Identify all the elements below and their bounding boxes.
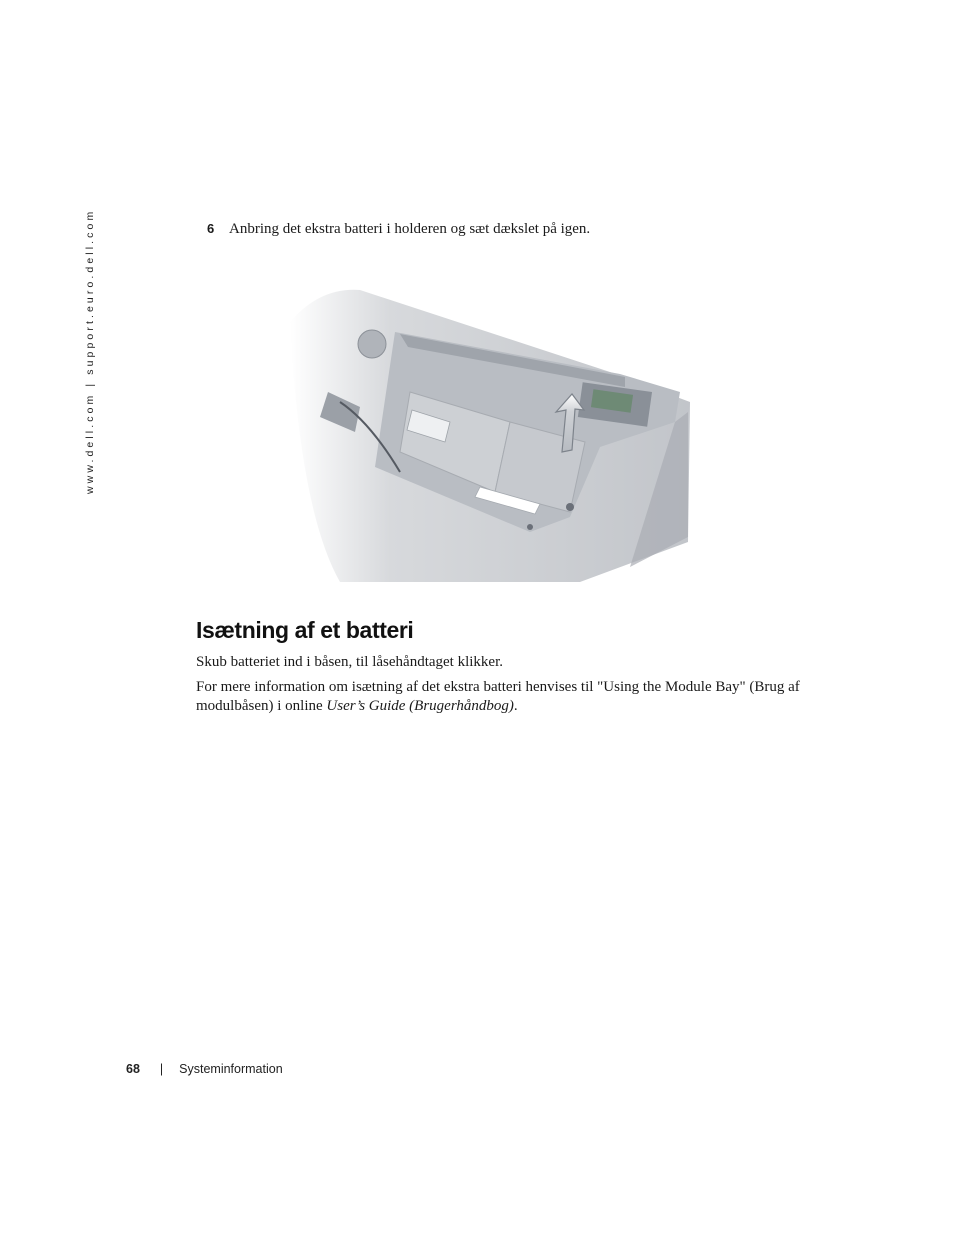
step-text: Anbring det ekstra batteri i holderen og sæt dækslet på igen. (229, 221, 591, 237)
footer-separator: | (159, 1062, 164, 1076)
paragraph-more-info (196, 678, 816, 716)
battery-bay-illustration (280, 282, 700, 582)
section-heading: Isætning af et batteri (196, 617, 414, 643)
step-number: 6 (207, 221, 215, 236)
paragraph-insert-battery: Skub batteriet ind i båsen, til låsehåndtaget klikker. (196, 654, 504, 670)
step-6 (207, 220, 847, 238)
sidebar-url: www.dell.com | support.euro.dell.com (84, 208, 96, 494)
page-footer (126, 1062, 283, 1076)
page-number: 68 (126, 1062, 140, 1076)
paragraph-more-info-text: For mere information om isætning af det ekstra batteri henvises til "Using the Module Bay" (Brug af modulbåsen) i online (196, 679, 800, 714)
users-guide-title: User’s Guide (Brugerhåndbog) (326, 698, 514, 714)
footer-section-name: Systeminformation (179, 1062, 283, 1076)
paragraph-more-info-end: . (513, 698, 518, 714)
